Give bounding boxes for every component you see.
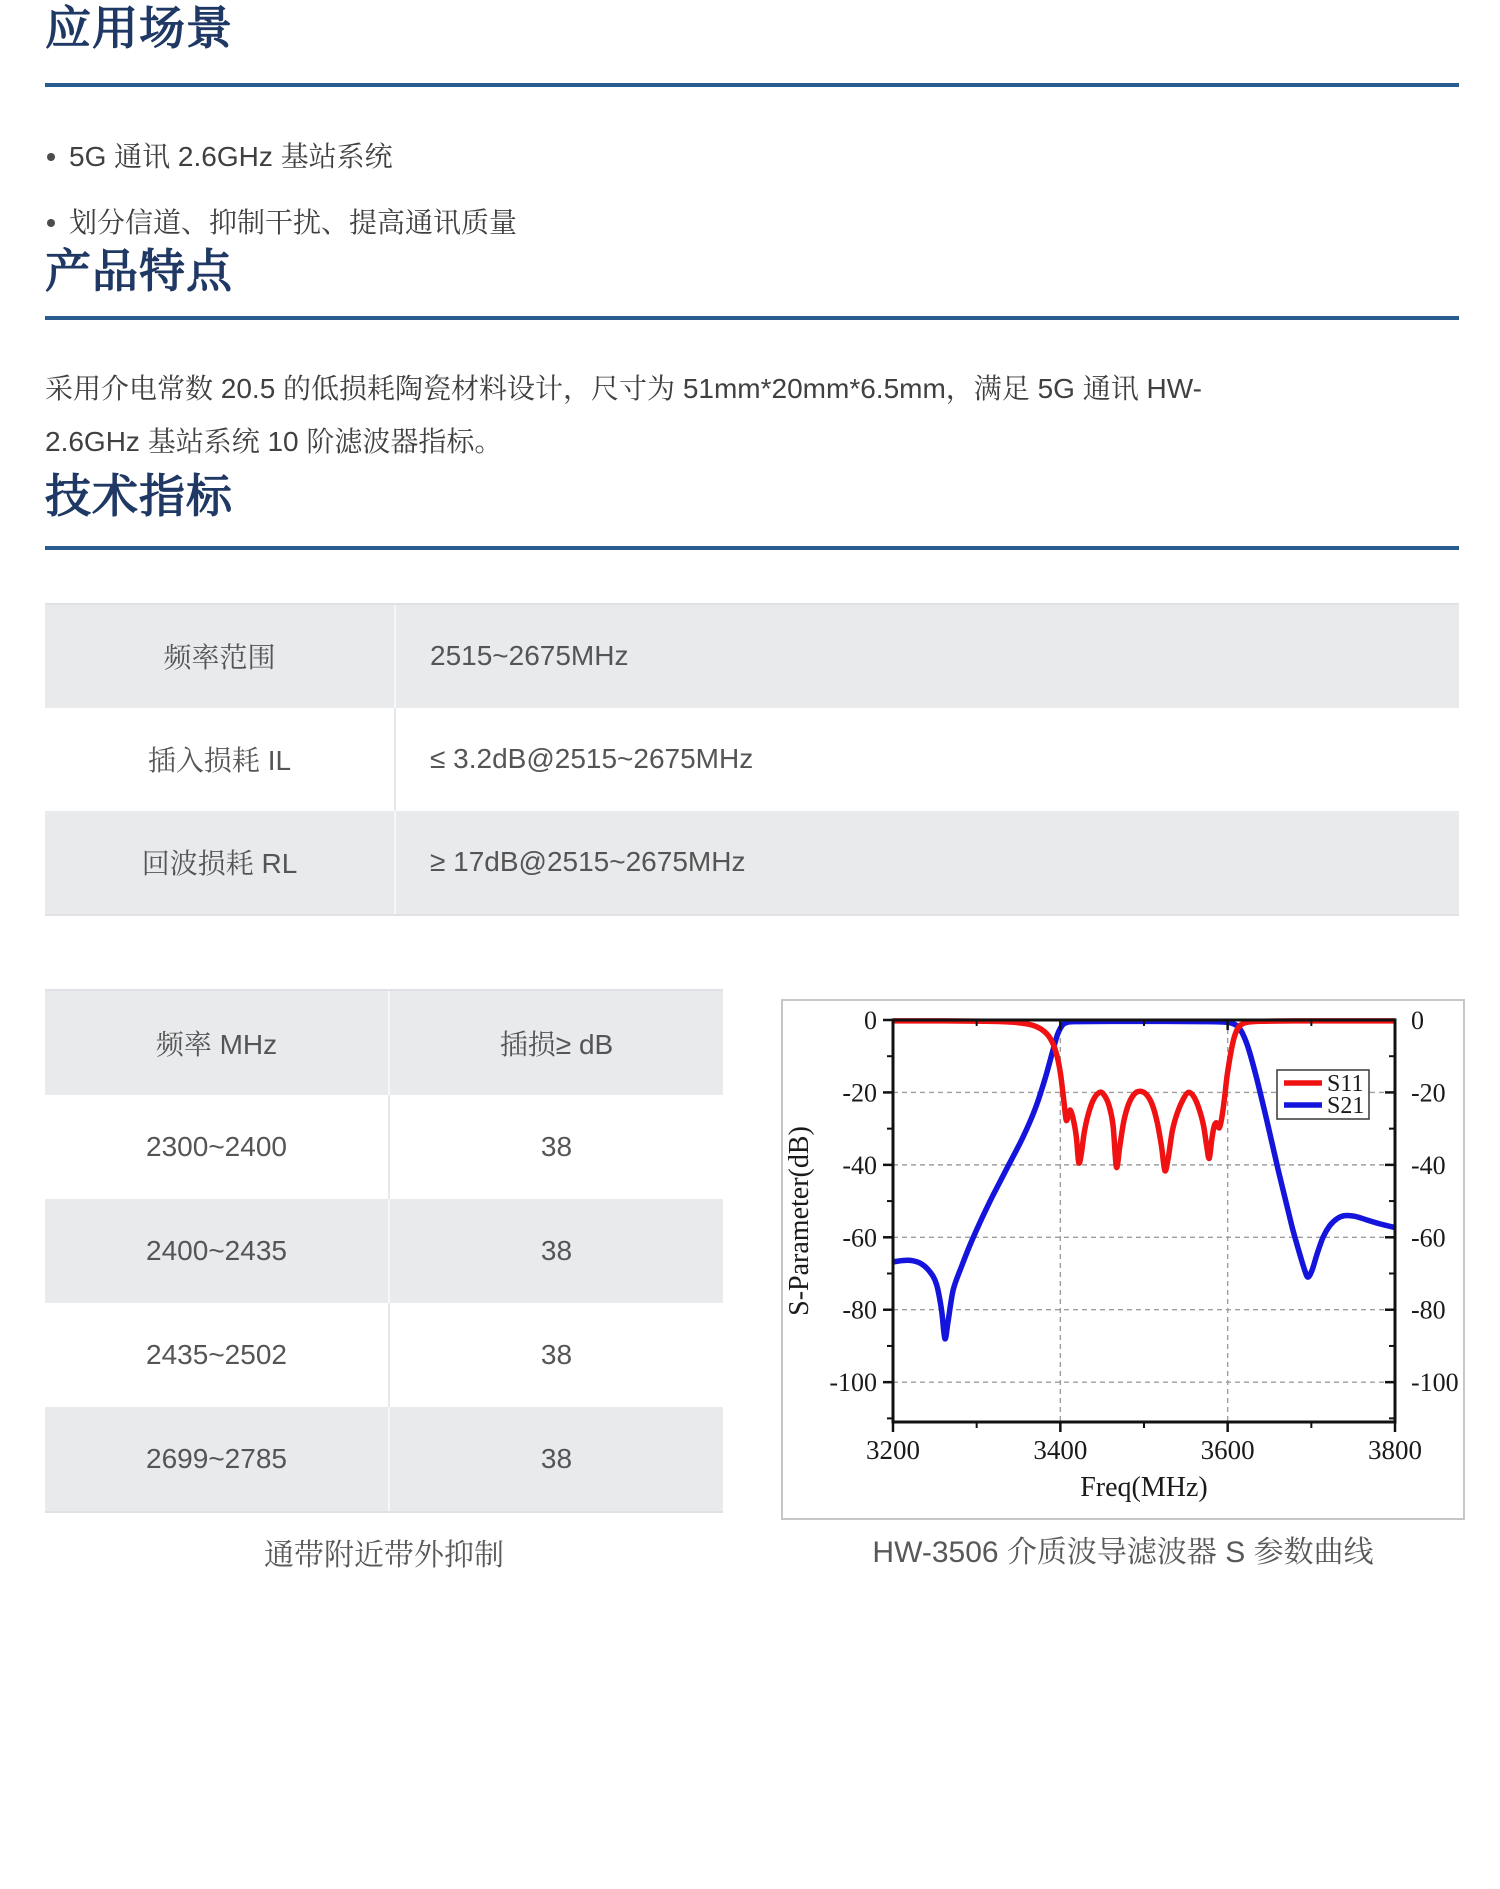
svg-text:S11: S11 [1327, 1070, 1364, 1097]
freq-range-cell: 2699~2785 [45, 1407, 390, 1511]
rejection-table [45, 989, 723, 1513]
spec-label: 回波损耗 RL [45, 811, 396, 914]
column-header: 插损≥ dB [499, 1028, 614, 1060]
freq-range-cell: 2400~2435 [45, 1199, 390, 1303]
rejection-cell: 38 [540, 1442, 573, 1474]
bullet-text: 5G 通讯 2.6GHz 基站系统 [69, 140, 393, 172]
table-row [45, 811, 1459, 914]
svg-text:-80: -80 [1411, 1295, 1446, 1325]
bottom-row [45, 989, 1459, 1577]
spec-label: 频率范围 [45, 605, 396, 708]
svg-text:3600: 3600 [1200, 1434, 1255, 1465]
svg-text:-100: -100 [829, 1367, 877, 1397]
features-title: 产品特点 [45, 244, 233, 297]
rejection-column [45, 989, 723, 1577]
svg-text:Freq(MHz): Freq(MHz) [1080, 1471, 1208, 1503]
features-paragraph [45, 362, 1459, 468]
specs-title: 技术指标 [45, 470, 233, 522]
spec-value: ≤ 3.2dB@2515~2675MHz [430, 743, 754, 774]
spec-value: 2515~2675MHz [430, 640, 629, 671]
features-divider [45, 316, 1459, 320]
specs-divider [45, 546, 1459, 550]
table-row [45, 708, 1459, 811]
svg-text:-40: -40 [1411, 1150, 1446, 1180]
section-specs [45, 468, 1459, 916]
svg-text:0: 0 [864, 1005, 877, 1035]
chart-column [781, 989, 1465, 1574]
svg-text:-40: -40 [842, 1150, 877, 1180]
bullet-dot-icon [47, 153, 55, 161]
svg-text:S-Parameter(dB): S-Parameter(dB) [784, 1125, 815, 1316]
features-paragraph-line: 2.6GHz 基站系统 10 阶滤波器指标。 [45, 426, 503, 457]
section-applications [45, 0, 1459, 243]
freq-range-cell: 2435~2502 [45, 1303, 390, 1407]
svg-text:0: 0 [1411, 1005, 1424, 1035]
rejection-cell: 38 [540, 1130, 573, 1162]
svg-text:S21: S21 [1327, 1092, 1365, 1119]
table-row [45, 1407, 723, 1511]
rejection-cell: 38 [540, 1234, 573, 1266]
applications-divider [45, 83, 1459, 87]
rejection-cell: 38 [540, 1338, 573, 1370]
features-paragraph-line: 采用介电常数 20.5 的低损耗陶瓷材料设计，尺寸为 51mm*20mm*6.5mm，满足 5G 通讯 HW- [45, 373, 1202, 404]
chart-frame [781, 999, 1465, 1520]
spec-label: 插入损耗 IL [45, 708, 396, 811]
svg-text:-60: -60 [1411, 1222, 1446, 1252]
column-header: 频率 MHz [45, 991, 390, 1095]
table-row [45, 605, 1459, 708]
table-row [45, 1303, 723, 1407]
table-row [45, 1095, 723, 1199]
svg-text:-60: -60 [842, 1222, 877, 1252]
section-features [45, 243, 1459, 469]
bullet-dot-icon [47, 219, 55, 227]
svg-text:3200: 3200 [866, 1434, 920, 1465]
svg-text:-80: -80 [842, 1295, 877, 1325]
svg-text:-20: -20 [842, 1077, 877, 1107]
svg-text:-100: -100 [1411, 1367, 1459, 1397]
table-row [45, 1199, 723, 1303]
applications-title: 应用场景 [45, 2, 233, 54]
bullet-text: 划分信道、抑制干扰、提高通讯质量 [69, 206, 518, 238]
s-parameter-chart [781, 999, 1465, 1520]
freq-range-cell: 2300~2400 [45, 1095, 390, 1199]
svg-text:3800: 3800 [1368, 1434, 1422, 1465]
chart-caption: HW-3506 介质波导滤波器 S 参数曲线 [872, 1535, 1374, 1569]
rejection-table-caption: 通带附近带外抑制 [264, 1538, 504, 1572]
table-header-row [45, 991, 723, 1095]
bullet-item [45, 137, 1459, 177]
spec-value: ≥ 17dB@2515~2675MHz [430, 846, 746, 877]
spec-table [45, 603, 1459, 916]
bullet-item [45, 203, 1459, 243]
svg-text:-20: -20 [1411, 1077, 1446, 1107]
svg-text:3400: 3400 [1033, 1434, 1088, 1465]
applications-bullet-list [45, 137, 1459, 243]
